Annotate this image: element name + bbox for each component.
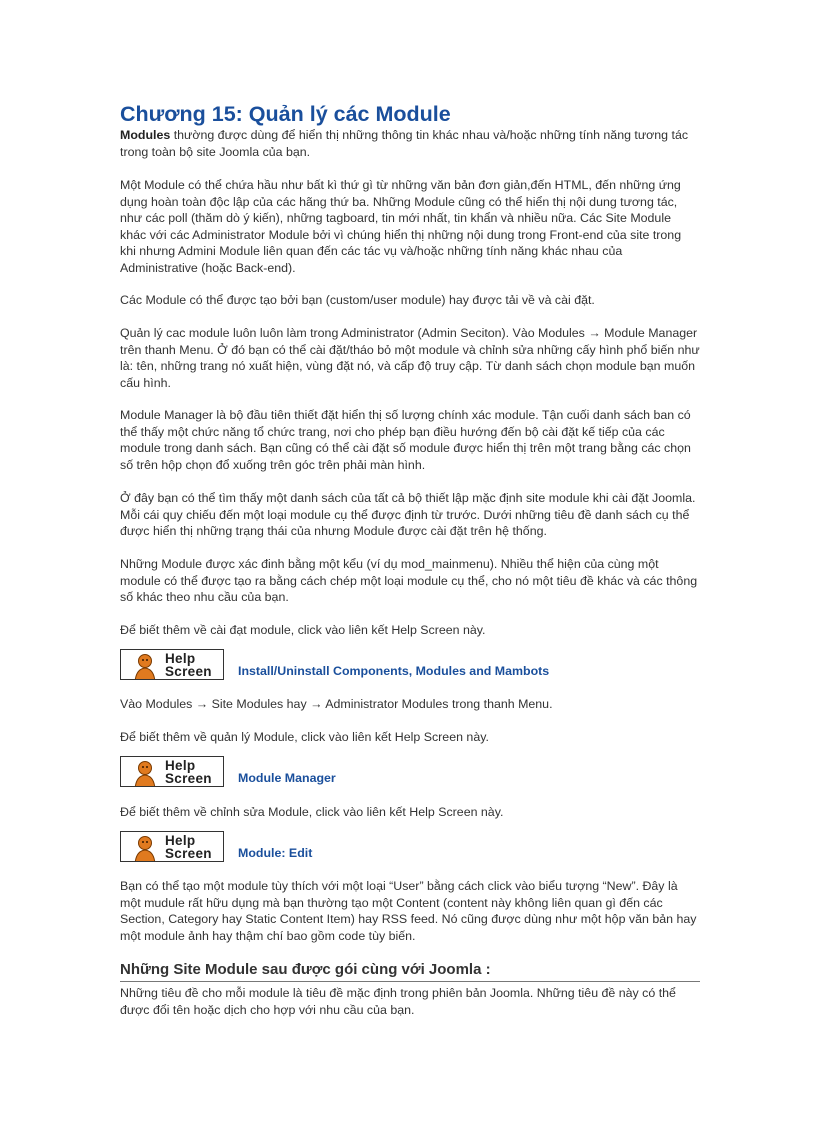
paragraph-custom-module: Bạn có thể tạo một module tùy thích với một loại “User” bằng cách click vào biểu tượng “New”. Đây là một mudule rất hữu dụng mà bạn thường tạo một Content (content này không liên quan gì đến các Section, Category hay Static Content Item) hay RSS feed. Nó cũng được dùng như một hộp văn bản hay một module ảnh hay thậm chí bao gồm code tùy biến. <box>120 879 697 943</box>
help-screen-label: Help Screen <box>165 833 212 861</box>
help-screen-label: Help Screen <box>165 651 212 679</box>
help-screen-button[interactable] <box>120 649 224 680</box>
paragraph-module-management: Quản lý cac module luôn luôn làm trong Administrator (Admin Seciton). Vào Modules → Module Manager trên thanh Menu. Ở đó bạn có thể cài đặt/tháo bỏ một module và chỉnh sửa những cấy hình phổ biến như là: tên, những trang nó xuất hiện, vùng đặt nó, và cấp độ truy cập. Từ danh sách chọn module bạn muốn cấu hình. <box>120 326 700 390</box>
help-row-install <box>120 649 700 683</box>
intro-bold-term: Modules <box>120 128 171 142</box>
paragraph-install-help: Để biết thêm về cài đạt module, click vào liên kết Help Screen này. <box>120 623 486 637</box>
paragraph-modules-menu: Vào Modules → Site Modules hay → Administrator Modules trong thanh Menu. <box>120 697 553 711</box>
help-person-icon <box>131 834 161 862</box>
section-paragraph: Những tiêu đề cho mỗi module là tiêu đề mặc định trong phiên bản Joomla. Những tiêu đề này có thể được đổi tên hoặc dịch cho hợp với nhu cầu của bạn. <box>120 986 676 1017</box>
section-divider <box>120 981 700 982</box>
intro-paragraph <box>120 127 700 160</box>
paragraph-module-manager: Module Manager là bộ đầu tiên thiết đặt hiển thị số lượng chính xác module. Tận cuối danh sách ban có thể thấy một chức năng tổ chức trang, nơi cho phép bạn điều hướng đến bộ cài đặt kế tiếp của các module trong danh sách. Bạn cũng có thể cài đặt số module được hiển thị trên một trang bằng các chọn số trên hộp chọn đổ xuống trên góc trên phải màn hình. <box>120 408 691 472</box>
paragraph-manage-help: Để biết thêm về quản lý Module, click vào liên kết Help Screen này. <box>120 730 489 744</box>
paragraph-module-creation: Các Module có thể được tạo bởi bạn (custom/user module) hay được tải về và cài đặt. <box>120 293 595 307</box>
help-person-icon <box>131 652 161 680</box>
paragraph-module-types: Những Module được xác đinh bằng một kểu (ví dụ mod_mainmenu). Nhiều thể hiện của cùng một module có thể được tạo ra bằng cách chép một loại module cụ thể, cho nó một tiêu đề khác và các thông số khác theo nhu cầu của bạn. <box>120 557 698 604</box>
paragraph-module-content: Một Module có thể chứa hầu như bất kì thứ gì từ những văn bản đơn giản,đến HTML, đến những ứng dụng hoàn toàn độc lập của các hãng thứ ba. Những Module cũng có thể hiển thị nội dung tương tác, như các poll (thăm dò ý kiến), những tagboard, tin mới nhất, tin khẩn và nhiều nữa. Các Site Module khác với các Administrator Module bởi vì chúng hiển thị những nội dung trong Front-end của site trong khi nhưng Admini Module liên quan đến các tác vụ và/hoặc những tính năng khác nhau của Administrative (hoặc Back-end). <box>120 178 682 275</box>
paragraph-edit-help: Để biết thêm về chỉnh sửa Module, click vào liên kết Help Screen này. <box>120 805 504 819</box>
help-link-module-edit[interactable]: Module: Edit <box>238 846 313 860</box>
intro-text: thường được dùng để hiển thị những thông tin khác nhau và/hoặc những tính năng tương tác trong toàn bộ site Joomla của bạn. <box>120 128 689 159</box>
help-row-edit <box>120 831 700 865</box>
help-link-install[interactable]: Install/Uninstall Components, Modules and Mambots <box>238 664 550 678</box>
help-link-module-manager[interactable]: Module Manager <box>238 771 336 785</box>
paragraph-default-modules: Ở đây bạn có thể tìm thấy một danh sách của tất cả bộ thiết lập mặc định site module khi cài đặt Joomla. Mỗi cái quy chiếu đến một loại module cụ thể được định từ trước. Dưới những tiêu đề danh sách cụ thể được hiển thị những trạng thái của nhưng Module được cài đặt trên hệ thống. <box>120 491 696 538</box>
help-person-icon <box>131 759 161 787</box>
chapter-title: Chương 15: Quản lý các Module <box>120 102 451 126</box>
section-heading: Những Site Module sau được gói cùng với Joomla : <box>120 961 491 978</box>
help-screen-button[interactable] <box>120 831 224 862</box>
help-row-manager <box>120 756 700 790</box>
help-screen-label: Help Screen <box>165 758 212 786</box>
help-screen-button[interactable] <box>120 756 224 787</box>
